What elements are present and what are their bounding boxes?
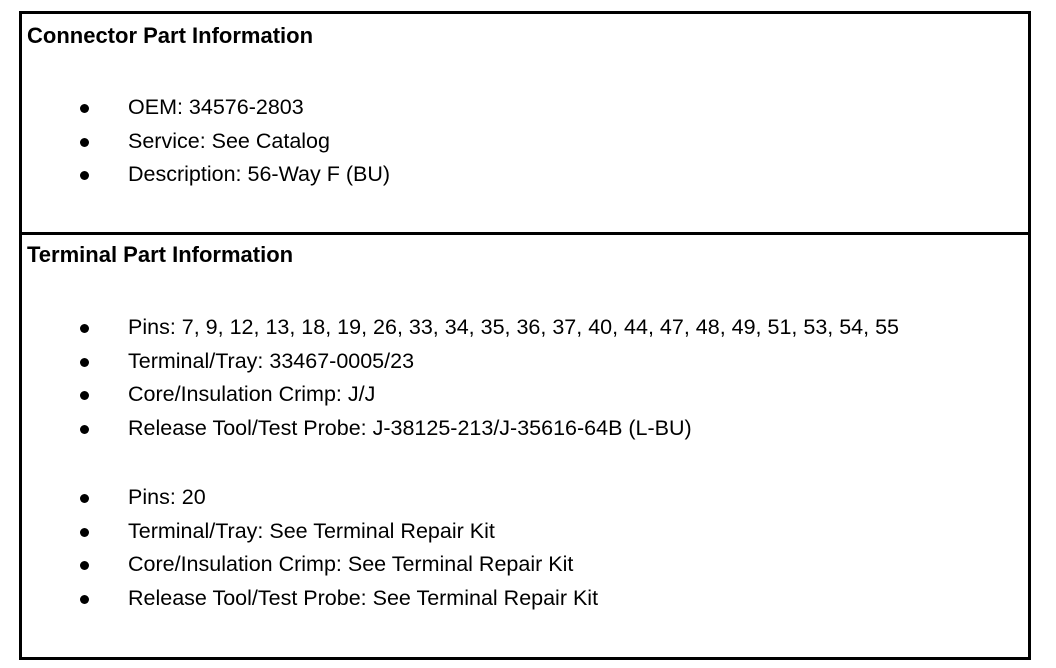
bullet-icon	[80, 358, 89, 367]
pins-value: Pins: 7, 9, 12, 13, 18, 19, 26, 33, 34, 35, 36, 37, 40, 44, 47, 48, 49, 51, 53, 54, 55	[128, 315, 899, 339]
oem-part-number: OEM: 34576-2803	[128, 95, 304, 119]
bullet-icon	[80, 425, 89, 434]
crimp-value: Core/Insulation Crimp: See Terminal Repair Kit	[128, 552, 574, 576]
terminal-tray-value: Terminal/Tray: 33467-0005/23	[128, 348, 415, 373]
pins-value: Pins: 20	[128, 485, 206, 509]
bullet-icon	[80, 561, 89, 570]
bullet-icon	[80, 171, 89, 180]
bullet-icon	[80, 595, 89, 604]
bullet-icon	[80, 324, 89, 333]
terminal-tray-value: Terminal/Tray: See Terminal Repair Kit	[128, 518, 495, 543]
connector-section	[22, 14, 1028, 232]
crimp-value: Core/Insulation Crimp: J/J	[128, 382, 376, 406]
bullet-icon	[80, 528, 89, 537]
connector-description: Description: 56-Way F (BU)	[128, 162, 391, 186]
part-info-table	[19, 11, 1031, 660]
release-tool-value: Release Tool/Test Probe: J-38125-213/J-35616-64B (L-BU)	[128, 415, 692, 440]
bullet-icon	[80, 104, 89, 113]
connector-section-title: Connector Part Information	[27, 23, 314, 48]
bullet-icon	[80, 138, 89, 147]
service-part-number: Service: See Catalog	[128, 128, 330, 153]
bullet-icon	[80, 494, 89, 503]
release-tool-value: Release Tool/Test Probe: See Terminal Repair Kit	[128, 585, 599, 610]
terminal-section	[22, 235, 1028, 657]
terminal-section-title: Terminal Part Information	[27, 242, 294, 267]
bullet-icon	[80, 391, 89, 400]
